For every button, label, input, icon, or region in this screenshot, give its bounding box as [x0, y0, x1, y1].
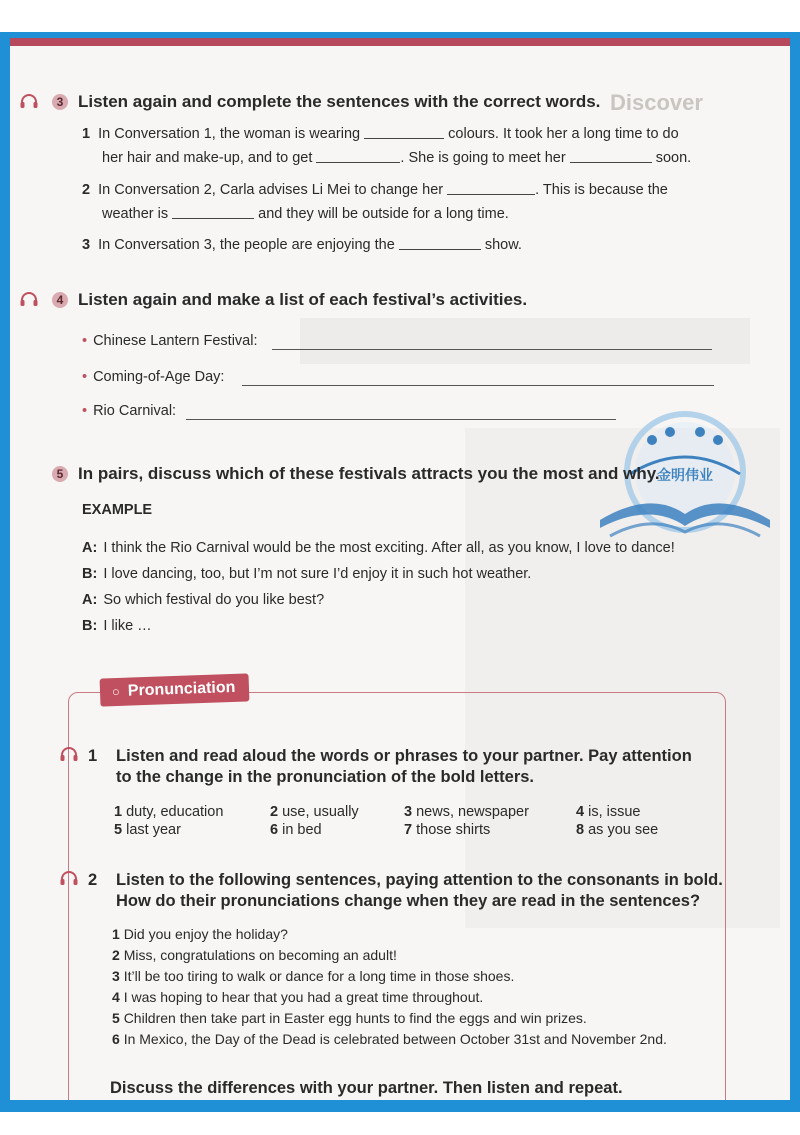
- headphones-icon[interactable]: [60, 871, 78, 885]
- speaker: A:: [82, 592, 98, 608]
- word-item: [404, 804, 529, 820]
- word-item: [114, 804, 223, 820]
- text: . This is because the: [535, 182, 668, 198]
- sentence-text: It’ll be too tiring to walk or dance for a long time in those shoes.: [123, 968, 515, 984]
- example-label: EXAMPLE: [82, 502, 153, 518]
- sentence-text: Children then take part in Easter egg hunts to find the eggs and win prizes.: [123, 1010, 587, 1026]
- exercise-number: 3: [52, 94, 68, 110]
- word-text: is, issue: [588, 804, 641, 820]
- text: In Conversation 3, the people are enjoying the: [98, 237, 395, 253]
- word-text: those shirts: [416, 822, 491, 838]
- exercise-title: Listen again and complete the sentences with the correct words.: [78, 92, 601, 111]
- sentence-text: In Mexico, the Day of the Dead is celebrated between October 31st and November 2nd.: [123, 1031, 667, 1047]
- pron-1-number: 1: [88, 747, 98, 765]
- sentence-text: Miss, congratulations on becoming an adult!: [123, 947, 397, 963]
- sentence-1-line-1: [82, 126, 679, 142]
- exercise-4-heading: [52, 290, 527, 310]
- text: weather is: [102, 206, 169, 222]
- answer-blank[interactable]: [570, 150, 652, 163]
- sentence-item: [112, 1031, 667, 1047]
- item-number: 8: [576, 822, 585, 838]
- exercise-title: Listen again and make a list of each festival’s activities.: [78, 290, 528, 309]
- item-number: 3: [404, 804, 413, 820]
- item-number: 1: [112, 926, 120, 942]
- text: soon.: [655, 150, 692, 166]
- word-item: [404, 822, 490, 838]
- item-number: 2: [82, 182, 91, 198]
- exercise-3-heading: [52, 92, 600, 112]
- dialogue-line: [82, 618, 152, 634]
- sentence-item: [112, 968, 514, 984]
- answer-blank[interactable]: [447, 182, 535, 195]
- textbook-page: [10, 38, 790, 1100]
- sentence-2-line-2: [102, 206, 509, 222]
- sentence-item: [112, 989, 483, 1005]
- item-number: 3: [82, 237, 91, 253]
- sentence-text: Did you enjoy the holiday?: [123, 926, 288, 942]
- festival-bullet: • Coming-of-Age Day:: [82, 369, 225, 385]
- item-number: 5: [114, 822, 123, 838]
- sentence-item: [112, 947, 397, 963]
- item-number: 2: [112, 947, 120, 963]
- item-number: 4: [112, 989, 120, 1005]
- word-item: [270, 804, 359, 820]
- answer-line[interactable]: [242, 385, 714, 386]
- word-item: [576, 804, 641, 820]
- answer-line[interactable]: [186, 419, 616, 420]
- dialogue-text: I like …: [103, 618, 152, 634]
- item-number: 6: [112, 1031, 120, 1047]
- answer-line[interactable]: [272, 349, 712, 350]
- text: . She is going to meet her: [400, 150, 566, 166]
- word-item: [270, 822, 322, 838]
- dialogue-text: I think the Rio Carnival would be the most exciting. After all, as you know, I love to dance!: [103, 540, 675, 556]
- text: In Conversation 1, the woman is wearing: [98, 126, 361, 142]
- answer-blank[interactable]: [316, 150, 400, 163]
- exercise-number: 5: [52, 466, 68, 482]
- item-number: 1: [114, 804, 123, 820]
- text: and they will be outside for a long time.: [258, 206, 509, 222]
- word-text: as you see: [588, 822, 659, 838]
- festival-bullet: • Rio Carnival:: [82, 403, 177, 419]
- pronunciation-tab: ○ Pronunciation: [100, 673, 250, 706]
- dialogue-text: So which festival do you like best?: [103, 592, 325, 608]
- sentence-1-line-2: [102, 150, 691, 166]
- dialogue-line: [82, 566, 531, 582]
- answer-blank[interactable]: [364, 126, 444, 139]
- festival-label: Coming-of-Age Day:: [93, 369, 225, 385]
- item-number: 3: [112, 968, 120, 984]
- sentence-2-line-1: [82, 182, 668, 198]
- word-item: [114, 822, 181, 838]
- answer-blank[interactable]: [172, 206, 254, 219]
- word-item: [576, 822, 658, 838]
- exercise-title: In pairs, discuss which of these festivals attracts you the most and why.: [78, 464, 660, 483]
- watermark-text: 金明伟业: [657, 468, 713, 484]
- pron-1-title-line-1: Listen and read aloud the words or phrases to your partner. Pay attention: [116, 747, 692, 765]
- bleed-through-block: [300, 318, 750, 364]
- item-number: 7: [404, 822, 413, 838]
- dialogue-line: [82, 592, 324, 608]
- item-number: 5: [112, 1010, 120, 1026]
- word-text: use, usually: [282, 804, 359, 820]
- festival-label: Chinese Lantern Festival:: [93, 333, 258, 349]
- item-number: 1: [82, 126, 91, 142]
- closing-instruction: Discuss the differences with your partner. Then listen and repeat.: [110, 1079, 623, 1097]
- headphones-icon[interactable]: [20, 292, 38, 306]
- speaker: A:: [82, 540, 98, 556]
- festival-label: Rio Carnival:: [93, 403, 177, 419]
- pron-2-title-line-1: Listen to the following sentences, paying attention to the consonants in bold.: [116, 871, 723, 889]
- word-text: last year: [126, 822, 181, 838]
- dialogue-line: [82, 540, 675, 556]
- pron-1-title-line-2: to the change in the pronunciation of the bold letters.: [116, 768, 535, 786]
- sentence-text: I was hoping to hear that you had a great time throughout.: [123, 989, 484, 1005]
- page-top-bar: [10, 38, 790, 46]
- word-text: duty, education: [126, 804, 224, 820]
- speaker: B:: [82, 566, 98, 582]
- pron-2-number: 2: [88, 871, 98, 889]
- item-number: 4: [576, 804, 585, 820]
- word-text: in bed: [282, 822, 322, 838]
- festival-bullet: • Chinese Lantern Festival:: [82, 333, 258, 349]
- tab-label: Pronunciation: [127, 678, 236, 700]
- item-number: 6: [270, 822, 279, 838]
- speaker: B:: [82, 618, 98, 634]
- text: In Conversation 2, Carla advises Li Mei to change her: [98, 182, 444, 198]
- dialogue-text: I love dancing, too, but I’m not sure I’d enjoy it in such hot weather.: [103, 566, 532, 582]
- pron-2-title-line-2: How do their pronunciations change when they are read in the sentences?: [116, 892, 701, 910]
- headphones-icon[interactable]: [20, 94, 38, 108]
- sentence-3-line-1: [82, 237, 522, 253]
- text: show.: [484, 237, 522, 253]
- headphones-icon[interactable]: [60, 747, 78, 761]
- item-number: 2: [270, 804, 279, 820]
- answer-blank[interactable]: [399, 237, 481, 250]
- bleed-through-text: Discover: [610, 90, 703, 115]
- exercise-5-heading: [52, 464, 660, 484]
- text: her hair and make-up, and to get: [102, 150, 313, 166]
- sentence-item: [112, 926, 288, 942]
- exercise-number: 4: [52, 292, 68, 308]
- word-text: news, newspaper: [416, 804, 529, 820]
- text: colours. It took her a long time to do: [448, 126, 679, 142]
- sentence-item: [112, 1010, 587, 1026]
